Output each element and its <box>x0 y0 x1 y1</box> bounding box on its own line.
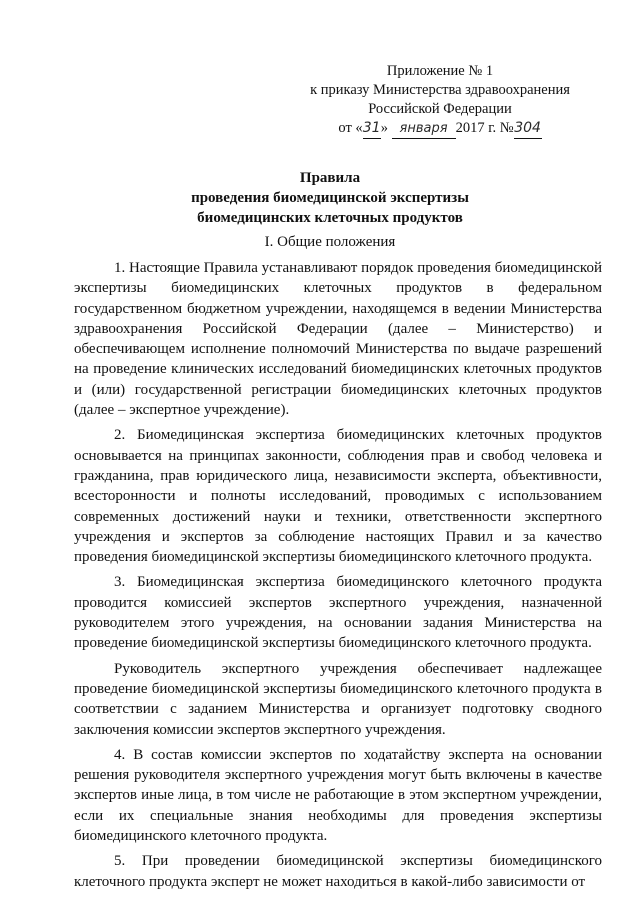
appendix-number: Приложение № 1 <box>386 63 494 79</box>
title-line-2: проведения биомедицинской экспертизы <box>191 190 469 206</box>
date-prefix: от « <box>338 120 363 136</box>
appendix-order-ref: к приказу Министерства здравоохранения <box>310 82 570 98</box>
title-line-3: биомедицинских клеточных продуктов <box>197 210 463 226</box>
document-title <box>90 168 570 228</box>
paragraph-5: 5. При проведении биомедицинской экспертизы биомедицинского клеточного продукта эксперт не может находиться в какой-либо зависимости от <box>74 853 602 890</box>
title-line-1: Правила <box>299 170 361 186</box>
appendix-country: Российской Федерации <box>368 101 512 117</box>
section-heading: I. Общие положения <box>264 234 396 250</box>
paragraph-3: 3. Биомедицинская экспертиза биомедицинского клеточного продукта проводится комиссией экспертов экспертного учреждения, назначенной руководителем этого учреждения, на основании задания Министерства на проведение биомедицинской экспертизы биомедицинского клеточного продукта. <box>74 574 602 652</box>
paragraph-2: 2. Биомедицинская экспертиза биомедицинских клеточных продуктов основывается на принципах законности, соблюдения прав и свобод человека и гражданина, прав юридического лица, независимости эксперта, объективности, всесторонности и полноты исследований, проводимых с использованием современных достижений науки и техники, ответственности экспертного учреждения и экспертов за соблюдение настоящих Правил и за качество проведения биомедицинской экспертизы биомедицинского клеточного продукта. <box>74 427 602 566</box>
handwritten-month: января <box>392 119 456 139</box>
date-mid: » <box>380 120 388 136</box>
appendix-header <box>290 62 590 139</box>
paragraph-1: 1. Настоящие Правила устанавливают порядок проведения биомедицинской экспертизы биомедицинских клеточных продуктов в федеральном государственном бюджетном учреждении, находящемся в ведении Министерства здравоохранения Российской Федерации (далее – Министерство) и обеспечивающем исполнение полномочий Министерства по выдаче разрешений на проведение клинических исследований биомедицинских клеточных продуктов и (или) государственной регистрации биомедицинских клеточных продуктов (далее – экспертное учреждение). <box>74 260 602 419</box>
paragraph-3-continued: Руководитель экспертного учреждения обеспечивает надлежащее проведение биомедицинской экспертизы биомедицинского клеточного продукта в соответствии с заданием Министерства и организует подготовку сводного заключения комиссии экспертов экспертного учреждения. <box>74 660 602 738</box>
handwritten-order-number: 304 <box>514 119 542 139</box>
paragraph-4: 4. В состав комиссии экспертов по ходатайству эксперта на основании решения руководителя экспертного учреждения могут быть включены в качестве экспертов иные лица, в том числе не работающие в этом экспертном учреждении, если их специальные знания необходимы для проведения экспертизы биомедицинского клеточного продукта. <box>74 746 602 845</box>
document-body <box>74 258 602 897</box>
handwritten-day: 31 <box>363 119 381 139</box>
appendix-date-line <box>290 119 590 139</box>
date-year: 2017 г. № <box>455 120 514 136</box>
